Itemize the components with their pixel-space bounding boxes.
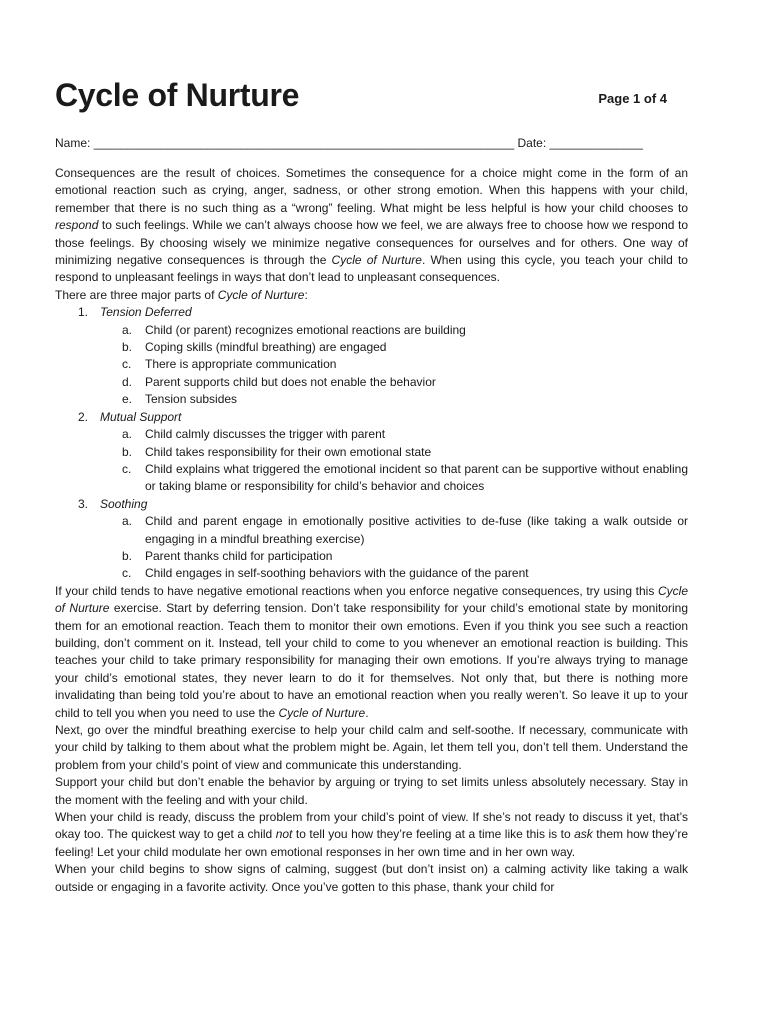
tendency-emphasis-2: Cycle of Nurture <box>278 705 366 720</box>
ready-text-2: to tell you how they’re feeling at a time like this is to <box>292 827 575 842</box>
part-title: Tension Deferred <box>100 305 192 320</box>
sub-list <box>100 322 688 409</box>
sub-item <box>122 374 688 391</box>
tendency-emphasis-1: Cycle of Nurture <box>55 583 688 616</box>
sub-list <box>100 426 688 496</box>
sub-text: Coping skills (mindful breathing) are engaged <box>145 340 387 355</box>
part-number: 3. <box>78 496 89 511</box>
sub-item <box>122 426 688 443</box>
intro-emphasis-cycle: Cycle of Nurture <box>331 253 422 268</box>
parts-intro-end: : <box>304 287 308 302</box>
ready-text-1: When your child is ready, discuss the problem from your child’s point of view. If she’s not ready to discuss it yet, that’s okay too. The quickest way to get a child <box>55 810 688 842</box>
document-body <box>55 165 688 896</box>
page-number: Page 1 of 4 <box>598 91 667 106</box>
ready-text-3: them how they’re feeling! Let your child modulate her own emotional responses in her own time and in her own way. <box>55 827 689 859</box>
sub-letter: a. <box>122 427 133 442</box>
tendency-paragraph <box>55 583 688 722</box>
date-label: Date: <box>517 136 547 150</box>
tendency-text-1: If your child tends to have negative emotional reactions when you enforce negative consequences, try using this <box>55 583 658 598</box>
document-page <box>55 72 688 896</box>
name-field[interactable]: _______________________________________________________________ <box>93 136 515 150</box>
sub-letter: c. <box>122 357 132 372</box>
next-paragraph: Next, go over the mindful breathing exercise to help your child calm and self-soothe. If necessary, communicate with your child by talking to them about what the problem might be. Again, let them tell you, don’t tell them. Understand the problem from your child’s point of view and communicate this understanding. <box>55 723 688 772</box>
sub-text: Parent supports child but does not enable the behavior <box>145 374 436 389</box>
sub-item <box>122 339 688 356</box>
sub-item <box>122 461 688 496</box>
sub-text: Child and parent engage in emotionally positive activities to de-fuse (like taking a walk outside or engaging in a mindful breathing exercise) <box>145 514 688 546</box>
ready-paragraph <box>55 809 688 861</box>
name-date-line <box>55 134 688 152</box>
sub-letter: c. <box>122 461 132 476</box>
sub-text: Tension subsides <box>145 392 238 407</box>
sub-letter: b. <box>122 548 133 563</box>
ready-emphasis-not: not <box>275 827 293 842</box>
part-item <box>78 409 688 496</box>
part-item <box>78 304 688 408</box>
part-item <box>78 496 688 583</box>
sub-item <box>122 391 688 408</box>
part-title: Soothing <box>100 496 148 511</box>
intro-emphasis-respond: respond <box>55 218 99 233</box>
part-title: Mutual Support <box>100 409 182 424</box>
part-number: 2. <box>78 409 89 424</box>
sub-text: Child explains what triggered the emotional incident so that parent can be supportive without enabling or taking blame or responsibility for child’s behavior and choices <box>145 461 688 494</box>
support-paragraph: Support your child but don’t enable the behavior by arguing or trying to set limits unless absolutely necessary. Stay in the moment with the feeling and with your child. <box>55 775 688 807</box>
sub-letter: a. <box>122 514 133 529</box>
sub-item <box>122 322 688 339</box>
ready-emphasis-ask: ask <box>574 827 593 842</box>
calming-paragraph: When your child begins to show signs of calming, suggest (but don’t insist on) a calming activity like taking a walk outside or engaging in a favorite activity. Once you’ve gotten to this phase, thank your child for <box>55 862 688 894</box>
intro-text-1: Consequences are the result of choices. Sometimes the consequence for a choice might come in the form of an emotional reaction such as crying, anger, sadness, or other strong emotion. When this happens with your child, remember that there is no such thing as a “wrong” feeling. What might be less helpful is how your child chooses to <box>55 166 688 215</box>
sub-letter: d. <box>122 374 133 389</box>
intro-paragraph <box>55 165 688 287</box>
sub-text: Child takes responsibility for their own emotional state <box>145 444 432 459</box>
parts-list <box>55 304 688 583</box>
sub-item <box>122 444 688 461</box>
page-title: Cycle of Nurture <box>55 77 300 113</box>
sub-text: Child calmly discusses the trigger with parent <box>145 427 386 442</box>
parts-intro-emphasis: Cycle of Nurture <box>217 287 305 302</box>
sub-item <box>122 565 688 582</box>
parts-intro <box>55 287 688 304</box>
tendency-text-3: . <box>365 705 369 720</box>
name-label: Name: <box>55 136 91 150</box>
part-number: 1. <box>78 305 89 320</box>
sub-item <box>122 513 688 548</box>
sub-text: There is appropriate communication <box>145 357 337 372</box>
sub-item <box>122 548 688 565</box>
intro-text-3: . When using this cycle, you teach your child to respond to unpleasant feelings in ways that don’t lead to unpleasant consequences. <box>55 253 688 285</box>
sub-letter: a. <box>122 322 133 337</box>
parts-intro-text: There are three major parts of <box>55 287 218 302</box>
sub-text: Child (or parent) recognizes emotional reactions are building <box>145 322 466 337</box>
sub-letter: b. <box>122 444 133 459</box>
date-field[interactable]: ______________ <box>549 136 643 150</box>
sub-text: Parent thanks child for participation <box>145 548 333 563</box>
tendency-text-2: exercise. Start by deferring tension. Don’t take responsibility for your child’s emotional state by monitoring them for an emotional reaction. Teach them to monitor their own emotions. Even if you think you see such a reaction building, don’t comment on it. Instead, tell your child to come to you whenever an emotional reaction is building. This teaches your child to take primary responsibility for managing their own emotions. If you’re always trying to manage your child’s emotional states, they never learn to do it for themselves. Not only that, but there is nothing more invalidating than being told you’re about to have an emotional reaction when you really weren’t. So leave it up to your child to tell you when you need to use the <box>55 601 689 720</box>
document-header <box>55 72 688 118</box>
sub-letter: b. <box>122 340 133 355</box>
sub-text: Child engages in self-soothing behaviors with the guidance of the parent <box>145 566 529 581</box>
sub-list <box>100 513 688 583</box>
intro-text-2: to such feelings. While we can’t always choose how we feel, we are always free to choose how we respond to those feelings. By choosing wisely we minimize negative consequences for ourselves and for others. One way of minimizing negative consequences is through the <box>55 218 688 268</box>
sub-item <box>122 356 688 373</box>
sub-letter: c. <box>122 566 132 581</box>
sub-letter: e. <box>122 392 133 407</box>
